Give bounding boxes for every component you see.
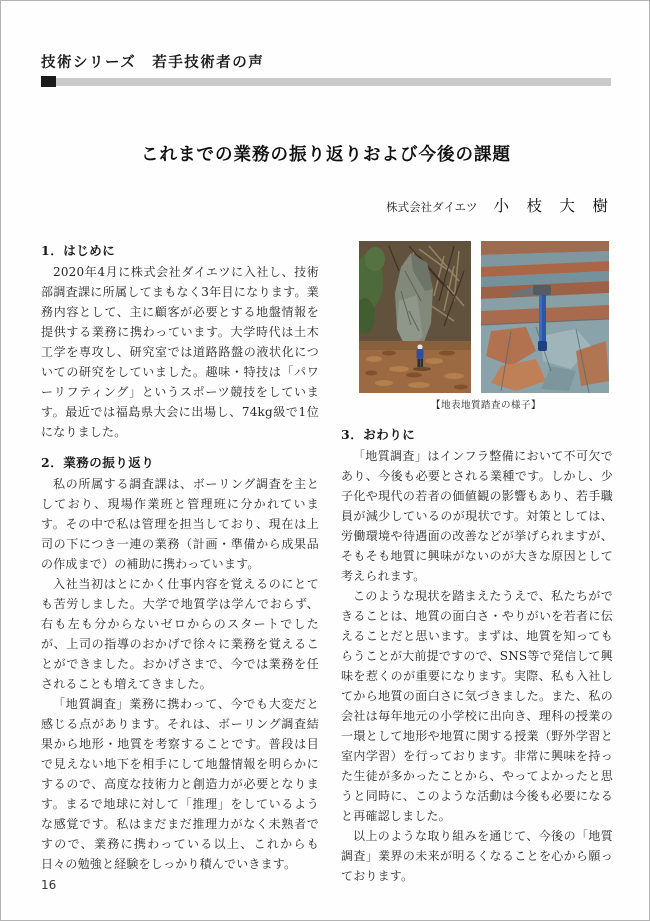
series-header (41, 51, 611, 87)
rule-bar (56, 78, 611, 86)
left-column (41, 241, 319, 886)
section-heading: 2．業務の振り返り (41, 455, 155, 470)
paragraph: 以上のような取り組みを通じて、今後の「地質調査」業界の未来が明るくなることを心から願っております。 (341, 829, 613, 883)
paragraph: 「地質調査」業務に携わって、今でも大変だと感じる点があります。それは、ボーリング調査結果から地形・地質を考察することです。普段は目で見えない地下を相手にして地盤情報を明らかにするので、高度な技術力と創造力が必要となります。まるで地球に対して「推理」をしているような感覚です。私はまだまだ推理力がなく未熟者ですので、業務に携わっている以上、これからも日々の勉強と経験をしっかり積んでいきます。 (41, 697, 319, 871)
company-name: 株式会社ダイエツ (386, 200, 478, 214)
rock-outcrop-photo (359, 241, 471, 393)
article-body (41, 241, 613, 886)
section-review (41, 453, 319, 874)
author-name: 小 枝 大 樹 (493, 197, 609, 215)
series-title: 技術シリーズ 若手技術者の声 (41, 55, 265, 71)
paragraph: 「地質調査」はインフラ整備において不可欠であり、今後も必要とされる業種です。しかし、少子化や現代の若者の価値観の影響もあり、若手職員が減少しているのが現状です。対策としては、労働環境や待遇面の改善などが挙げられますが、そもそも地質に興味がないのが大きな原因として考えられます。 (341, 449, 613, 583)
byline (386, 194, 609, 216)
paragraph: 2020年4月に株式会社ダイエツに入社し、技術部調査課に所属してまもなく3年目になります。業務内容として、主に顧客が必要とする地盤情報を提供する業務に携わっています。大学時代は土木工学を専攻し、研究室では道路路盤の液状化についての研究をしていました。趣味・特技は「パワーリフティング」というスポーツ競技をしています。最近では福島県大会に出場し、74kg級で1位になりました。 (41, 265, 319, 439)
figure-geological-survey (341, 241, 613, 411)
section-heading: 1．はじめに (41, 243, 116, 258)
paragraph: 入社当初はとにかく仕事内容を覚えるのにとても苦労しました。大学で地質学は学んでおらず、右も左も分からないゼロからのスタートでしたが、上司の指導のおかげで徐々に業務を覚えることができました。おかげさまで、今では業務を任されることも増えてきました。 (41, 577, 319, 691)
paragraph: 私の所属する調査課は、ボーリング調査を主としており、現場作業班と管理班に分かれています。その中で私は管理を担当しており、現在は上司の下につき一連の業務（計画・準備から成果品の作成まで）の補助に携わっています。 (41, 477, 319, 571)
page-number: 16 (41, 878, 57, 892)
rock-strata-hammer-photo (481, 241, 609, 393)
article-title: これまでの業務の振り返りおよび今後の課題 (141, 145, 511, 165)
right-column (341, 241, 613, 886)
section-conclusion (341, 425, 613, 886)
series-rule (41, 76, 611, 87)
photo-row (359, 241, 613, 393)
rule-square-icon (41, 76, 56, 87)
figure-caption: 【地表地質踏査の様子】 (430, 400, 541, 411)
paragraph: このような現状を踏まえたうえで、私たちができることは、地質の面白さ・やりがいを若者に伝えることだと思います。まずは、地質を知ってもらうことが大前提ですので、SNS等で発信して興味を惹くのが重要になります。実際、私も入社してから地質の面白さに気づきました。また、私の会社は毎年地元の小学校に出向き、理科の授業の一環として地形や地質に関する授業（野外学習と室内学習）を行っております。非常に興味を持った生徒が多かったことから、やってよかったと思うと同時に、このような活動は今後も必要になると再確認しました。 (341, 589, 613, 823)
section-heading: 3．おわりに (341, 427, 416, 442)
section-introduction (41, 241, 319, 442)
